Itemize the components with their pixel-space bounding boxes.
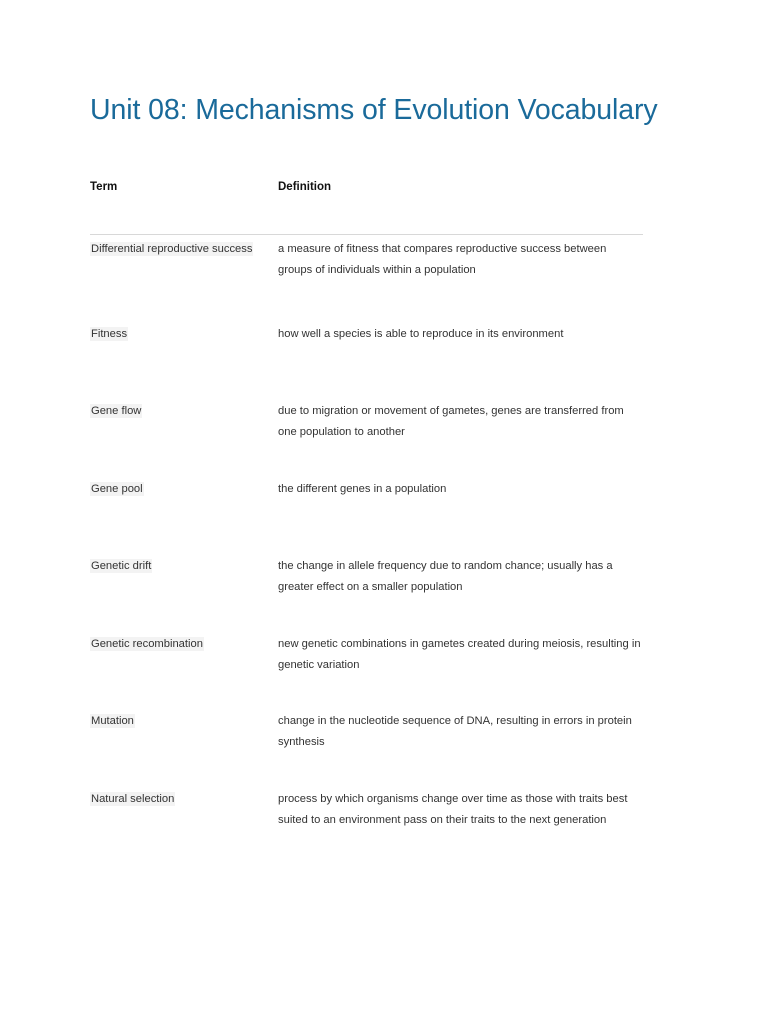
definition-cell: the different genes in a population	[278, 483, 447, 495]
definition-cell: process by which organisms change over time as those with traits best suited to an environment pass on their traits to the next generation	[278, 793, 628, 826]
term-cell	[90, 239, 270, 260]
term-cell	[90, 324, 270, 345]
term-text: Genetic drift	[91, 560, 152, 572]
definition-cell: the change in allele frequency due to random chance; usually has a greater effect on a smaller population	[278, 560, 613, 593]
definition-cell: change in the nucleotide sequence of DNA, resulting in errors in protein synthesis	[278, 715, 632, 748]
term-cell	[90, 789, 270, 810]
definition-cell: how well a species is able to reproduce in its environment	[278, 328, 564, 340]
term-cell	[90, 634, 270, 655]
term-text: Gene pool	[91, 483, 143, 495]
term-cell	[90, 556, 270, 577]
page-title: Unit 08: Mechanisms of Evolution Vocabulary	[90, 94, 658, 126]
header-divider	[90, 234, 643, 235]
term-text: Gene flow	[91, 405, 142, 417]
term-cell	[90, 479, 270, 500]
table-header	[90, 181, 643, 201]
term-text: Natural selection	[91, 793, 175, 805]
term-text: Differential reproductive success	[91, 243, 253, 255]
definition-cell: new genetic combinations in gametes created during meiosis, resulting in genetic variation	[278, 638, 641, 671]
term-text: Genetic recombination	[91, 638, 203, 650]
definition-cell: a measure of fitness that compares reproductive success between groups of individuals within a population	[278, 243, 607, 276]
term-text: Mutation	[91, 715, 134, 727]
term-column-header: Term	[90, 181, 118, 193]
term-cell	[90, 401, 270, 422]
term-text: Fitness	[91, 328, 128, 340]
term-cell	[90, 711, 270, 732]
definition-cell: due to migration or movement of gametes, genes are transferred from one population to another	[278, 405, 624, 438]
definition-column-header: Definition	[278, 181, 332, 193]
